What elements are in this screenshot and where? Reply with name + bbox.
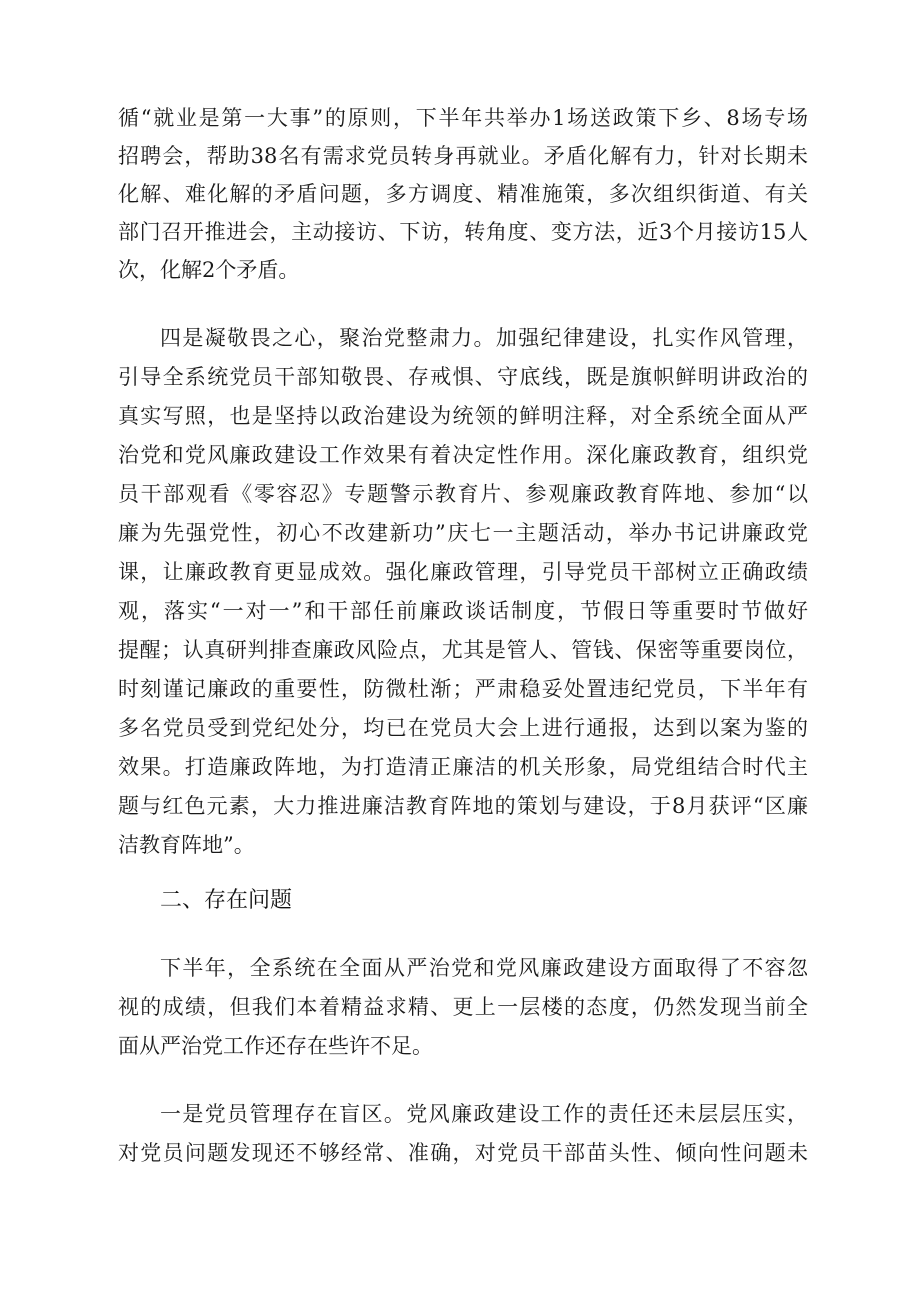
paragraph-2-line-4: 治党和党风廉政建设工作效果有着决定性作用。深化廉政教育，组织党 bbox=[118, 443, 808, 467]
paragraph-3-line-3: 面从严治党工作还存在些许不足。 bbox=[118, 1034, 433, 1058]
paragraph-2-line-7: 课，让廉政教育更显成效。强化廉政管理，引导党员干部树立正确政绩 bbox=[118, 560, 808, 584]
paragraph-2-line-6: 廉为先强党性，初心不改建新功”庆七一主题活动，举办书记讲廉政党 bbox=[118, 521, 808, 545]
paragraph-2-line-11: 多名党员受到党纪处分，均已在党员大会上进行通报，达到以案为鉴的 bbox=[118, 716, 808, 740]
paragraph-2-line-2: 引导全系统党员干部知敬畏、存戒惧、守底线，既是旗帜鲜明讲政治的 bbox=[118, 365, 808, 389]
paragraph-2-line-3: 真实写照，也是坚持以政治建设为统领的鲜明注释，对全系统全面从严 bbox=[118, 404, 808, 428]
paragraph-2-line-8: 观，落实“一对一”和干部任前廉政谈话制度，节假日等重要时节做好 bbox=[118, 599, 808, 623]
paragraph-1-line-1: 循“就业是第一大事”的原则，下半年共举办1场送政策下乡、8场专场 bbox=[118, 106, 808, 130]
paragraph-1-line-4: 部门召开推进会，主动接访、下访，转角度、变方法，近3个月接访15人 bbox=[118, 220, 808, 244]
section-heading: 二、存在问题 bbox=[160, 888, 293, 913]
paragraph-2-line-9: 提醒；认真研判排查廉政风险点，尤其是管人、管钱、保密等重要岗位， bbox=[118, 638, 808, 662]
paragraph-2-line-10: 时刻谨记廉政的重要性，防微杜渐；严肃稳妥处置违纪党员，下半年有 bbox=[118, 677, 808, 701]
paragraph-2-line-1: 四是凝敬畏之心，聚治党整肃力。加强纪律建设，扎实作风管理， bbox=[160, 326, 808, 350]
paragraph-1-line-5: 次，化解2个矛盾。 bbox=[118, 258, 300, 282]
paragraph-1-line-2: 招聘会，帮助38名有需求党员转身再就业。矛盾化解有力，针对长期未 bbox=[118, 144, 808, 168]
paragraph-4-line-1: 一是党员管理存在盲区。党风廉政建设工作的责任还未层层压实， bbox=[160, 1102, 808, 1126]
paragraph-2-line-12: 效果。打造廉政阵地，为打造清正廉洁的机关形象，局党组结合时代主 bbox=[118, 755, 808, 779]
paragraph-2-line-13: 题与红色元素，大力推进廉洁教育阵地的策划与建设，于8月获评“区廉 bbox=[118, 794, 808, 818]
paragraph-4-line-2: 对党员问题发现还不够经常、准确，对党员干部苗头性、倾向性问题未 bbox=[118, 1141, 808, 1165]
paragraph-2-line-5: 员干部观看《零容忍》专题警示教育片、参观廉政教育阵地、参加“以 bbox=[118, 482, 808, 506]
paragraph-3-line-2: 视的成绩，但我们本着精益求精、更上一层楼的态度，仍然发现当前全 bbox=[118, 995, 808, 1019]
paragraph-2-line-14: 洁教育阵地”。 bbox=[118, 833, 255, 857]
paragraph-1-line-3: 化解、难化解的矛盾问题，多方调度、精准施策，多次组织街道、有关 bbox=[118, 182, 808, 206]
paragraph-3-line-1: 下半年，全系统在全面从严治党和党风廉政建设方面取得了不容忽 bbox=[160, 956, 808, 980]
